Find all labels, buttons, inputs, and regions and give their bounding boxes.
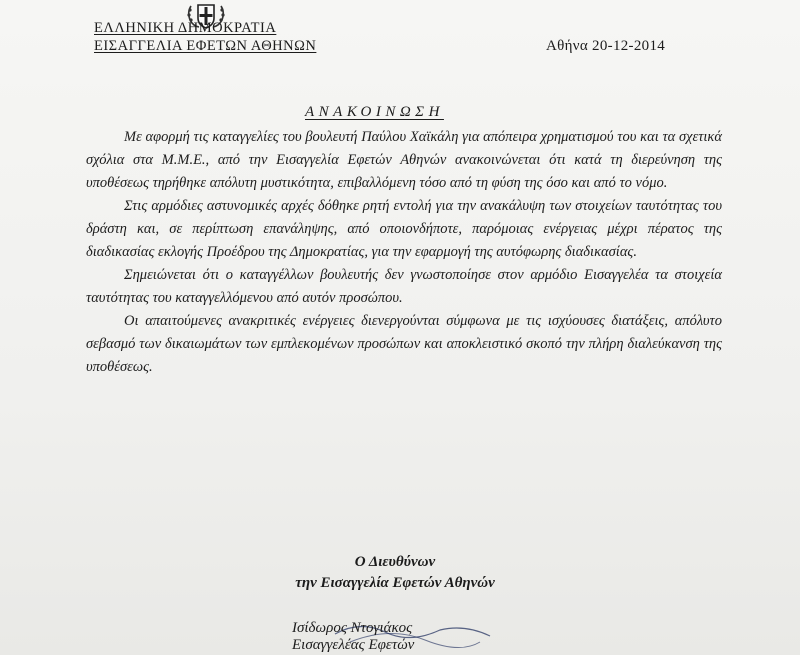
signatory-name: Ισίδωρος Ντογιάκος bbox=[292, 620, 413, 636]
header-authority: ΕΙΣΑΓΓΕΛΙΑ ΕΦΕΤΩΝ ΑΘΗΝΩΝ bbox=[94, 38, 317, 54]
paragraph-3: Σημειώνεται ότι ο καταγγέλλων βουλευτής δεν γνωστοποίησε στον αρμόδιο Εισαγγελέα τα στοιχεία ταυτότητας του καταγγελλόμενου από αυτόν προσώπου. bbox=[86, 267, 722, 306]
header-country: ΕΛΛΗΝΙΚΗ ΔΗΜΟΚΡΑΤΙΑ bbox=[94, 20, 277, 36]
signature-block bbox=[230, 552, 560, 594]
paragraph-1: Με αφορμή τις καταγγελίες του βουλευτή Παύλου Χαϊκάλη για απόπειρα χρηματισμού του και τα σχετικά σχόλια στα Μ.Μ.Ε., από την Εισαγγελία Εφετών Αθηνών ανακοινώνεται ότι κατά τη διερεύνηση της υποθέσεως τηρήθηκε απόλυτη μυστικότητα, επιβαλλόμενη τόσο από τη φύση της όσο και από το νόμο. bbox=[86, 129, 722, 191]
paragraph-4: Οι απαιτούμενες ανακριτικές ενέργειες διενεργούνται σύμφωνα με τις ισχύουσες διατάξεις, απόλυτο σεβασμό των δικαιωμάτων των εμπλεκομένων προσώπων και αποκλειστικό σκοπό την πλήρη διαλεύκανση της υποθέσεως. bbox=[86, 313, 722, 375]
document-body bbox=[86, 126, 722, 379]
document-title: ΑΝΑΚΟΙΝΩΣΗ bbox=[305, 104, 444, 120]
document-date: Αθήνα 20-12-2014 bbox=[546, 38, 666, 54]
paragraph-2: Στις αρμόδιες αστυνομικές αρχές δόθηκε ρητή εντολή για την ανακάλυψη των στοιχείων ταυτότητας του δράστη και, σε περίπτωση επανάληψης, από οποιονδήποτε, παρόμοιας ενέργειας μέχρι πέρατος της διαδικασίας εκλογής Προέδρου της Δημοκρατίας, για την εφαρμογή της αυτόφωρης διαδικασίας. bbox=[86, 198, 722, 260]
signatory-role: Εισαγγελέας Εφετών bbox=[292, 637, 415, 653]
signature-office: την Εισαγγελία Εφετών Αθηνών bbox=[295, 575, 495, 591]
signature-title: Ο Διευθύνων bbox=[354, 554, 436, 570]
signatory-block bbox=[292, 620, 414, 654]
